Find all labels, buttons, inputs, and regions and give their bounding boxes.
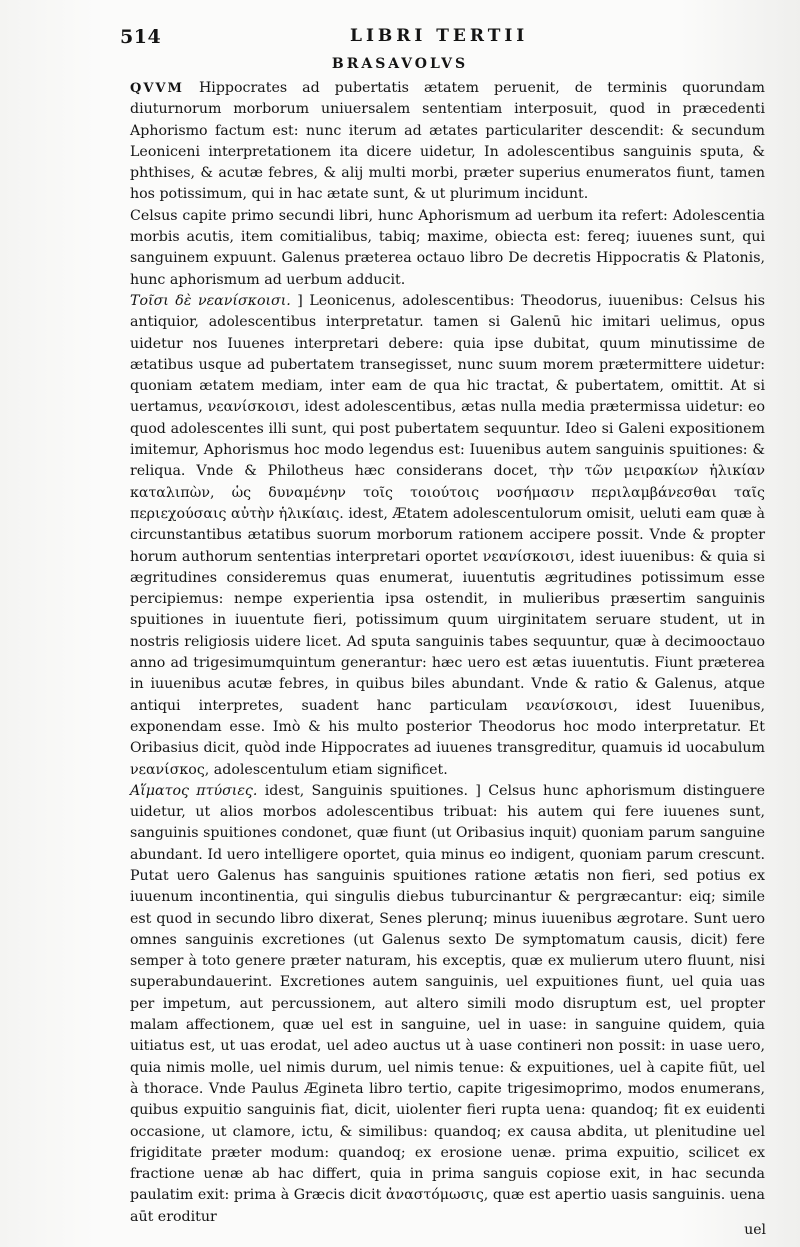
paragraph-2 (130, 206, 765, 291)
running-head (120, 26, 780, 52)
section-title: BRASAVOLVS (331, 56, 469, 72)
paragraph-1 (130, 78, 765, 206)
paragraph-4-text: idest, Sanguinis spuitiones. ] Celsus hunc aphorismum distinguere uidetur, ut alios morbos adolescentibus tribuat: his autem qui fere iuuenes sunt, sanguinis spuitiones condonet, quæ fiunt (ut Oribasius inquit) quoniam parum sanguine abundant. Id uero intelligere oportet, quia minus eo indigent, quoniam parum crescunt. Putat uero Galenus has sanguinis spuitiones ratione ætatis non fieri, sed potius ex iuuenum incontinentia, qui singulis diebus tuburcinantur & pergræcantur: eiq; simile est quod in secundo libro dixerat, Senes plerunq; minus iuuenibus ægrotare. Sunt uero omnes sanguinis excretiones (ut Galenus sexto De symptomatum causis, dicit) fere semper à toto genere præter naturam, his exceptis, quæ ex mulierum utero fluunt, nisi superabundauerint. Excretiones autem sanguinis, uel expuitiones fiunt, uel quia uas per impetum, aut percussionem, aut altero simili modo disruptum est, uel propter malam affectionem, quæ uel est in sanguine, uel in uase: in sanguine quidem, quia uitiatus est, ut uas erodat, uel adeo auctus ut à uase contineri non possit: in uase uero, quia nimis molle, uel nimis durum, uel nimis tenue: & expuitiones, uel à capite fiūt, uel à thorace. Vnde Paulus Ægineta libro tertio, capite trigesimoprimo, modos enumerans, quibus expuitio sanguinis fiat, dicit, uiolenter fieri rupta uena: quandoq; fit ex euidenti occasione, ut clamore, ictu, & similibus: quandoq; ex causa abdita, ut plenitudine uel frigiditate præter modum: quandoq; ex erosione uenæ. prima expuitio, scilicet ex fractione uenæ ab hac differt, quia in prima sanguis copiose exit, in hac secunda paulatim exit: prima à Græcis dicit ἀναστόμωσις, quæ est apertio uasis sanguinis. uena aūt eroditur (130, 782, 765, 1225)
paragraph-4-lead: Αἵματος πτύσιες. (130, 782, 258, 799)
paragraph-2-text: Celsus capite primo secundi libri, hunc Aphorismum ad uerbum ita refert: Adolescentia morbis acutis, item comitialibus, tabiq; maxime, obiecta est: fereq; iuuenes sunt, qui sanguinem expuunt. Galenus præterea octauo libro De decretis Hippocratis & Platonis, hunc aphorismum ad uerbum adducit. (130, 207, 765, 288)
paragraph-3-lead: Τοῖσι δὲ νεανίσκοισι. (130, 292, 291, 309)
paragraph-1-text: Hippocrates ad pubertatis ætatem peruenit, de terminis quorundam diuturnorum morborum uniuersalem sententiam interposuit, quod in præcedenti Aphorismo factum est: nunc iterum ad ætates particulariter descendit: & secundum Leoniceni interpretationem ita dicere uidetur, In adolescentibus sanguinis sputa, & phthises, & acutæ febres, & alij multi morbi, præter superius enumeratos fiunt, tamen hos potissimum, qui in hac ætate sunt, & ut plurimum incidunt. (130, 80, 765, 203)
catchword: uel (744, 1222, 766, 1238)
paragraph-1-lead: QVVM (130, 81, 184, 96)
body-text (130, 78, 765, 1228)
paragraph-4 (130, 781, 765, 1228)
paragraph-3-text: ] Leonicenus, adolescentibus: Theodorus, iuuenibus: Celsus his antiquior, adolescentibus interpretatur. tamen si Galenū hic imitari uelimus, opus uidetur nos Iuuenes interpretari debere: quia ipse dubitat, quum minutissime de ætatibus usque ad pubertatem transegisset, nunc suum morem prætermittere uidetur: quoniam ætatem mediam, inter eam de qua hic tractat, & pubertatem, omittit. At si uertamus, νεανίσκοισι, idest adolescentibus, ætas nulla media prætermissa uidetur: eo quod adolescentes illi sunt, qui post pubertatem sequuntur. Ideo si Galeni expositionem imitemur, Aphorismus hoc modo legendus est: Iuuenibus autem sanguinis spuitiones: & reliqua. Vnde & Philotheus hæc considerans docet, τὴν τῶν μειρακίων ἡλικίαν καταλιπὼν, ὡς δυναμένην τοῖς τοιούτοις νοσήμασιν περιλαμβάνεσθαι ταῖς περιεχούσαις αὐτὴν ἡλικίαις. idest, Ætatem adolescentulorum omisit, ueluti eam quæ à circunstantibus ætatibus suorum morborum rationem accipere possit. Vnde & propter horum authorum sententias interpretari oportet νεανίσκοισι, idest iuuenibus: & quia si ægritudines consideremus quas enumerat, iuuentutis ægritudines potissimum esse percipiemus: nempe experientia ipsa ostendit, in mulieribus præsertim sanguinis spuitiones in iuuentute fieri, potissimum quum uirginitatem seruare student, ut in nostris religiosis uidere licet. Ad sputa sanguinis tabes sequuntur, quæ à decimooctauo anno ad trigesimumquintum generantur: hæc uero est ætas iuuentutis. Fiunt præterea in iuuenibus acutæ febres, in quibus biles abundant. Vnde & ratio & Galenus, atque antiqui interpretes, suadent hanc particulam νεανίσκοισι, idest Iuuenibus, exponendam esse. Imò & his multo posterior Theodorus hoc modo interpretatur. Et Oribasius dicit, quòd inde Hippocrates ad iuuenes transgreditur, quamuis id uocabulum νεανίσκος, adolescentulum etiam significet. (130, 292, 765, 778)
paragraph-3 (130, 291, 765, 781)
page-number: 514 (120, 26, 162, 48)
running-title: LIBRI TERTII (350, 26, 529, 46)
